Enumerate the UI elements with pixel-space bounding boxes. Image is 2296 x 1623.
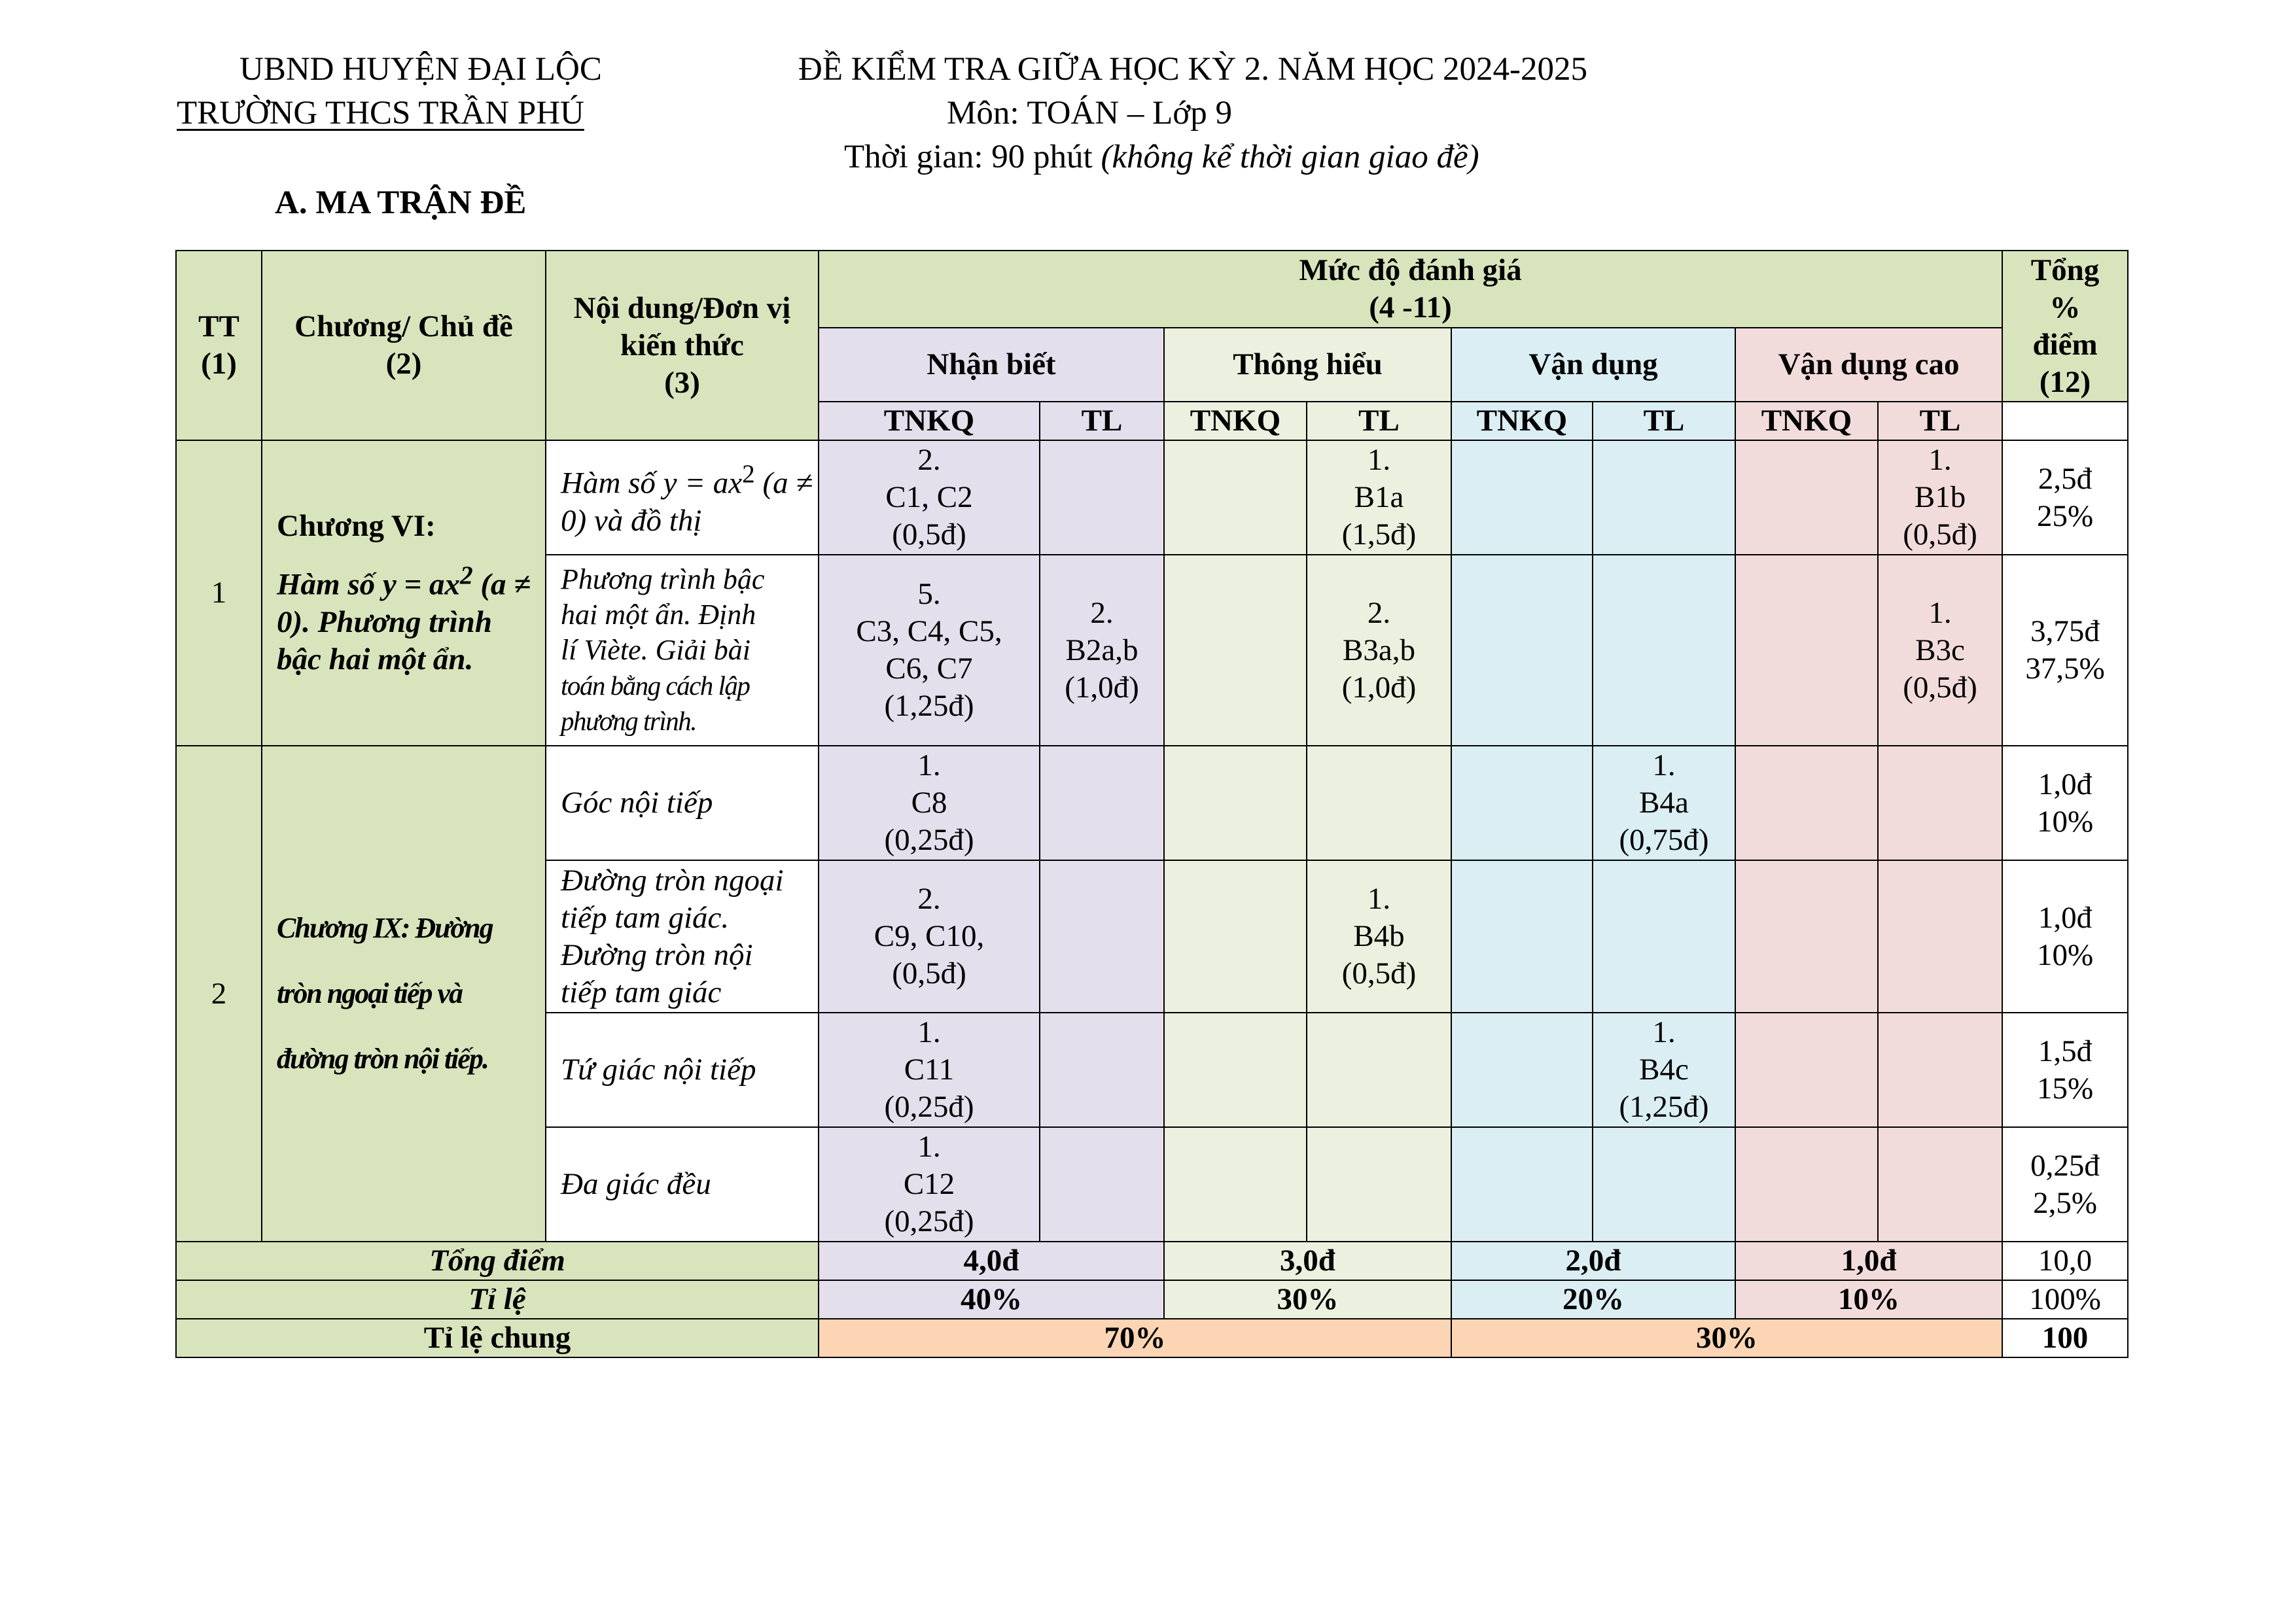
nb-tnkq-header: TNKQ	[819, 402, 1040, 440]
row5-th-tl	[1307, 1013, 1451, 1127]
cell-line: 2.	[1367, 595, 1391, 630]
ratio-all-left: 70%	[819, 1319, 1451, 1357]
row3-content: Góc nội tiếp	[546, 746, 819, 860]
row2-th-tl	[1307, 555, 1451, 746]
cell-line: 1,5đ	[2038, 1034, 2093, 1068]
row1-vd-tnkq	[1451, 440, 1593, 555]
cell-line: (0,25đ)	[884, 1204, 974, 1238]
row2-content	[546, 555, 819, 746]
row4-vdc-tl	[1878, 860, 2002, 1013]
table-row	[176, 746, 2128, 860]
row5-nb-tl	[1040, 1013, 1164, 1127]
cell-line: 1,0đ	[2038, 900, 2093, 935]
content-label-1: Nội dung/Đơn vị	[573, 290, 791, 325]
tt-num: (1)	[201, 347, 237, 381]
row4-vdc-tnkq	[1735, 860, 1878, 1013]
cell-line: 10%	[2036, 804, 2094, 839]
row5-vd-tl	[1593, 1013, 1735, 1127]
row1-total	[2002, 440, 2128, 555]
cell-line: B1b	[1914, 480, 1966, 514]
cell-line: 37,5%	[2025, 652, 2105, 686]
cell-line: 10%	[2036, 937, 2094, 972]
cell-line: B4b	[1353, 919, 1405, 953]
row4-vd-tl	[1593, 860, 1735, 1013]
row5-vd-tnkq	[1451, 1013, 1593, 1127]
cell-line: C11	[904, 1053, 955, 1087]
sum-points-nb: 4,0đ	[819, 1242, 1164, 1280]
sum-points-vdc: 1,0đ	[1735, 1242, 2002, 1280]
cell-line: hai một ẩn. Định	[561, 599, 756, 631]
row2-th-tnkq	[1164, 555, 1307, 746]
col-chapter-header	[262, 251, 546, 440]
row6-vdc-tl	[1878, 1127, 2002, 1242]
row4-content	[546, 860, 819, 1013]
ratio-th: 30%	[1164, 1280, 1451, 1319]
row5-nb-tnkq	[819, 1013, 1040, 1127]
row2-vdc-tl	[1878, 555, 2002, 746]
row3-th-tl	[1307, 746, 1451, 860]
row2-vd-tl	[1593, 555, 1735, 746]
level-range: (4 -11)	[1369, 290, 1452, 324]
table-row	[176, 440, 2128, 555]
level-header	[819, 251, 2002, 328]
row5-total	[2002, 1013, 2128, 1127]
sum-points-label: Tổng điểm	[176, 1242, 819, 1280]
cell-line: 2,5đ	[2038, 461, 2093, 496]
ratio-row	[176, 1280, 2128, 1319]
cell-line: toán bằng cách lập	[561, 671, 750, 701]
cell-line: C1, C2	[885, 480, 973, 514]
cell-line: 1.	[917, 1130, 941, 1164]
col-content-header	[546, 251, 819, 440]
chapter2-title	[262, 746, 546, 1242]
row3-vd-tnkq	[1451, 746, 1593, 860]
cell-line: 15%	[2036, 1071, 2094, 1106]
row3-nb-tnkq	[819, 746, 1040, 860]
total-label-3: điểm	[2032, 327, 2098, 362]
row1-th-tl	[1307, 440, 1451, 555]
col-tt-header	[176, 251, 262, 440]
ratio-total: 100%	[2002, 1280, 2128, 1319]
chapter1-sub-sup: 2	[460, 561, 473, 590]
row1-vd-tl	[1593, 440, 1735, 555]
ratio-all-label: Tỉ lệ chung	[176, 1319, 819, 1357]
cell-line: C6, C7	[885, 652, 973, 686]
ratio-vd: 20%	[1451, 1280, 1735, 1319]
cell-line: 2,5%	[2033, 1185, 2097, 1220]
row6-total	[2002, 1127, 2128, 1242]
row2-vdc-tnkq	[1735, 555, 1878, 746]
chapter1-heading: Chương VI:	[277, 509, 436, 544]
cell-line: (1,25đ)	[884, 689, 974, 723]
row4-total	[2002, 860, 2128, 1013]
school-name: TRƯỜNG THCS TRẦN PHÚ	[177, 95, 584, 131]
cell-line: 25%	[2036, 498, 2094, 533]
row6-th-tnkq	[1164, 1127, 1307, 1242]
cell-line: B4c	[1639, 1053, 1689, 1087]
exam-title: ĐỀ KIỂM TRA GIỮA HỌC KỲ 2. NĂM HỌC 2024-2025	[798, 51, 1587, 88]
row3-vdc-tl	[1878, 746, 2002, 860]
cell-line: 1.	[1928, 443, 1952, 477]
cell-line: 1.	[917, 748, 941, 782]
exam-matrix-table	[175, 250, 2128, 1358]
row1-content-a: Hàm số y = ax	[561, 466, 743, 500]
cell-line: B3a,b	[1343, 633, 1415, 667]
chapter1-title	[262, 440, 546, 746]
cell-line: 2.	[917, 882, 941, 916]
cell-line: Đường tròn ngoại	[561, 863, 784, 898]
ratio-all-row	[176, 1319, 2128, 1357]
th-tl-header: TL	[1307, 402, 1451, 440]
section-title: A. MA TRẬN ĐỀ	[275, 184, 527, 221]
row1-vdc-tl	[1878, 440, 2002, 555]
cell-line: (1,25đ)	[1619, 1090, 1709, 1124]
row6-th-tl	[1307, 1127, 1451, 1242]
row2-total	[2002, 555, 2128, 746]
chapter-label: Chương/ Chủ đề	[294, 309, 513, 343]
row1-content	[546, 440, 819, 555]
cell-line: B2a,b	[1065, 633, 1139, 667]
cell-line: C9, C10,	[874, 919, 985, 953]
cell-line: B4a	[1639, 786, 1689, 820]
ratio-nb: 40%	[819, 1280, 1164, 1319]
row5-vdc-tl	[1878, 1013, 2002, 1127]
total-label-2: %	[2049, 290, 2081, 324]
row6-nb-tl	[1040, 1127, 1164, 1242]
ratio-label: Tỉ lệ	[176, 1280, 819, 1319]
tt-label: TT	[198, 309, 239, 343]
vdc-tl-header: TL	[1878, 402, 2002, 440]
row3-total	[2002, 746, 2128, 860]
row3-nb-tl	[1040, 746, 1164, 860]
row3-th-tnkq	[1164, 746, 1307, 860]
row4-th-tnkq	[1164, 860, 1307, 1013]
row4-nb-tnkq	[819, 860, 1040, 1013]
nb-tl-header: TL	[1040, 402, 1164, 440]
row6-nb-tnkq	[819, 1127, 1040, 1242]
cell-line: 0,25đ	[2030, 1148, 2100, 1183]
cell-line: phương trình.	[561, 706, 696, 736]
cell-line: B1a	[1354, 480, 1404, 514]
level-vdc: Vận dụng cao	[1735, 328, 2002, 402]
row6-content: Đa giác đều	[546, 1127, 819, 1242]
row5-content: Tứ giác nội tiếp	[546, 1013, 819, 1127]
cell-line: C3, C4, C5,	[856, 614, 1002, 648]
exam-time	[844, 137, 1479, 177]
cell-line: 2.	[917, 443, 941, 477]
row6-vd-tl	[1593, 1127, 1735, 1242]
cell-line: C12	[903, 1167, 955, 1201]
cell-line: lí Viète. Giải bài	[561, 634, 751, 666]
cell-line: 3,75đ	[2030, 614, 2100, 648]
cell-line: tiếp tam giác.	[561, 900, 730, 935]
row1-vdc-tnkq	[1735, 440, 1878, 555]
cell-line: tròn ngoại tiếp và	[277, 977, 463, 1009]
row5-th-tnkq	[1164, 1013, 1307, 1127]
cell-line: (0,25đ)	[884, 823, 974, 857]
cell-line: 1.	[1367, 443, 1391, 477]
cell-line: 1.	[1652, 1015, 1676, 1049]
content-num: (3)	[664, 365, 700, 400]
sum-points-th: 3,0đ	[1164, 1242, 1451, 1280]
level-th: Thông hiểu	[1164, 328, 1451, 402]
row4-nb-tl	[1040, 860, 1164, 1013]
cell-line: 2.	[1090, 595, 1114, 630]
cell-line: Đường tròn nội	[561, 937, 753, 972]
chapter1-sub-a: Hàm số y = ax	[277, 567, 461, 602]
sum-points-vd: 2,0đ	[1451, 1242, 1735, 1280]
cell-line: B3c	[1915, 633, 1965, 667]
row1-content-sup: 2	[742, 460, 755, 489]
cell-line: 5.	[917, 577, 941, 611]
cell-line: Chương IX: Đường	[277, 912, 493, 944]
exam-subject: Môn: TOÁN – Lớp 9	[947, 95, 1232, 131]
cell-line: Phương trình bậc	[561, 563, 765, 595]
cell-line: (0,75đ)	[1619, 823, 1709, 857]
th-tnkq-header: TNKQ	[1164, 402, 1307, 440]
total-num: (12)	[2039, 364, 2091, 399]
header-row-1	[176, 251, 2128, 328]
district-name: UBND HUYỆN ĐẠI LỘC	[239, 51, 602, 88]
cell-line: 1.	[1652, 748, 1676, 782]
content-label-2: kiến thức	[620, 328, 744, 362]
chapter1-tt: 1	[176, 440, 262, 746]
cell-line: tiếp tam giác	[561, 975, 722, 1009]
cell-line: (1,5đ)	[1341, 517, 1417, 551]
row3-vd-tl	[1593, 746, 1735, 860]
cell-line: (1,0đ)	[1341, 670, 1417, 705]
chapter1-sub-b: (a ≠ 0). Phương trình bậc hai một ẩn.	[277, 567, 531, 676]
cell-line: (0,5đ)	[892, 956, 966, 990]
level-vd: Vận dụng	[1451, 328, 1735, 402]
vdc-tnkq-header: TNKQ	[1735, 402, 1878, 440]
row2-nb-tl	[1040, 555, 1164, 746]
row1-th-tnkq	[1164, 440, 1307, 555]
row4-vd-tnkq	[1451, 860, 1593, 1013]
row2-nb-tnkq	[819, 555, 1040, 746]
cell-line: (0,5đ)	[1903, 670, 1977, 705]
chapter2-tt: 2	[176, 746, 262, 1242]
col-total-header	[2002, 251, 2128, 402]
cell-line: (1,0đ)	[1065, 670, 1139, 705]
ratio-vdc: 10%	[1735, 1280, 2002, 1319]
row2-vd-tnkq	[1451, 555, 1593, 746]
cell-line: (0,5đ)	[1903, 517, 1977, 551]
total-label-1: Tổng	[2030, 253, 2100, 287]
vd-tnkq-header: TNKQ	[1451, 402, 1593, 440]
row6-vdc-tnkq	[1735, 1127, 1878, 1242]
cell-line: (0,5đ)	[1341, 956, 1417, 990]
row4-th-tl	[1307, 860, 1451, 1013]
cell-line: (0,5đ)	[892, 517, 966, 551]
cell-line: đường tròn nội tiếp.	[277, 1043, 488, 1075]
chapter-num: (2)	[385, 347, 422, 381]
level-label: Mức độ đánh giá	[1299, 253, 1522, 287]
ratio-all-right: 30%	[1451, 1319, 2002, 1357]
row1-content-b: (a ≠ 0) và đồ thị	[561, 466, 813, 538]
cell-line: 1.	[1367, 882, 1391, 916]
level-nb: Nhận biết	[819, 328, 1164, 402]
cell-line: 1.	[1928, 595, 1952, 630]
exam-time-note: (không kể thời gian giao đề)	[1101, 139, 1479, 175]
sum-points-total: 10,0	[2002, 1242, 2128, 1280]
ratio-all-total: 100	[2002, 1319, 2128, 1357]
cell-line: 1.	[917, 1015, 941, 1049]
exam-time-main: Thời gian: 90 phút	[844, 139, 1101, 175]
row1-nb-tnkq	[819, 440, 1040, 555]
cell-line: 1,0đ	[2038, 767, 2093, 801]
row3-vdc-tnkq	[1735, 746, 1878, 860]
sum-points-row	[176, 1242, 2128, 1280]
row5-vdc-tnkq	[1735, 1013, 1878, 1127]
cell-line: C8	[911, 786, 947, 820]
row6-vd-tnkq	[1451, 1127, 1593, 1242]
vd-tl-header: TL	[1593, 402, 1735, 440]
total-header-blank	[2002, 402, 2128, 440]
cell-line: (0,25đ)	[884, 1090, 974, 1124]
chapter1-sub	[277, 557, 542, 678]
row1-nb-tl	[1040, 440, 1164, 555]
